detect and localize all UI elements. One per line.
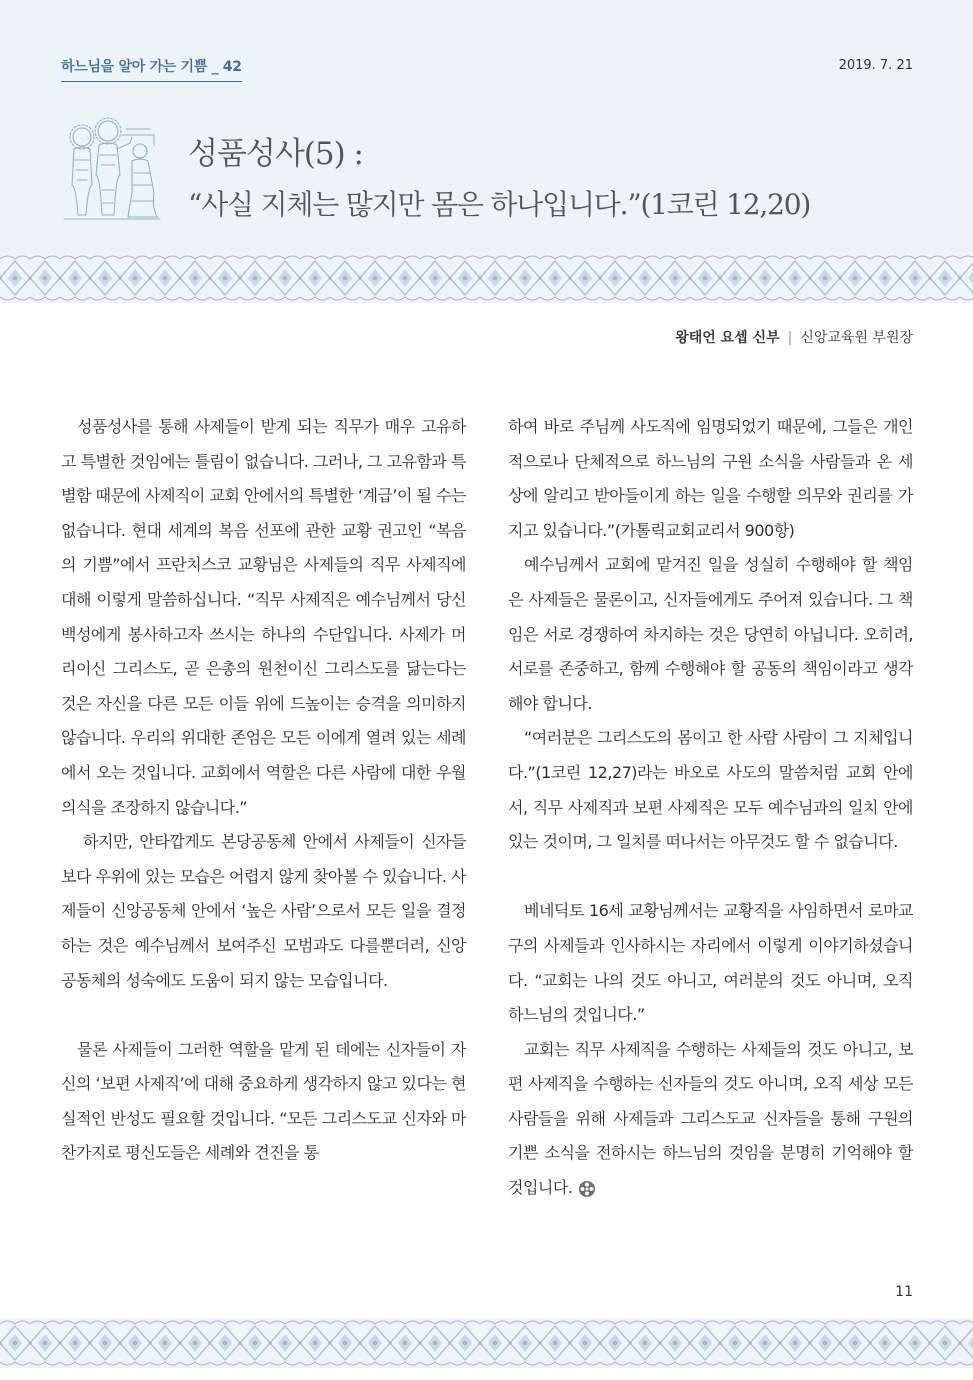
byline-separator: | [787, 330, 793, 346]
paragraph: 물론 사제들이 그러한 역할을 맡게 된 데에는 신자들이 자신의 ‘보편 사제직’에 대해 중요하게 생각하지 않고 있다는 현실적인 반성도 필요할 것입니다. “모든 그리스도교 신자와 마찬가지로 평신도들은 세례와 견진을 통 [61, 1039, 466, 1163]
paragraph: 하지만, 안타깝게도 본당공동체 안에서 사제들이 신자들보다 우위에 있는 모습은 어렵지 않게 찾아볼 수 있습니다. 사제들이 신앙공동체 안에서 ‘높은 사람’으로서 모든 일을 결정하는 것은 예수님께서 보여주신 모범과도 다를뿐더러, 신앙공동체의 성숙에도 도움이 되지 않는 모습입니다. [61, 832, 466, 990]
author-name: 왕태언 요셉 신부 [675, 330, 780, 346]
ornamental-border-top [0, 253, 973, 303]
body-column-right [508, 410, 913, 1206]
author-role: 신앙교육원 부원장 [800, 330, 913, 346]
article-title-line1: 성품성사(5) : [188, 136, 363, 172]
series-label: 하느님을 알아 가는 기쁨 _ 42 [61, 56, 242, 82]
paragraph: 하여 바로 주님께 사도직에 임명되었기 때문에, 그들은 개인적으로나 단체적으로 하느님의 구원 소식을 사람들과 온 세상에 알리고 받아들이게 하는 일을 수행할 의무와 권리를 가지고 있습니다.”(가톨릭교회교리서 900항) [508, 417, 913, 540]
paragraph: 예수님께서 교회에 맡겨진 일을 성실히 수행해야 할 책임은 사제들은 물론이고, 신자들에게도 주어져 있습니다. 그 책임은 서로 경쟁하여 차지하는 것은 당연히 아닙니다. 오히려, 서로를 존중하고, 함께 수행해야 할 공동의 책임이라고 생각해야 합니다. [508, 555, 913, 713]
end-mark-icon [578, 1180, 596, 1198]
paragraph: “여러분은 그리스도의 몸이고 한 사람 사람이 그 지체입니다.”(1코린 12,27)라는 바오로 사도의 말씀처럼 교회 안에서, 직무 사제직과 보편 사제직은 모두 예수님과의 일치 안에 있는 것이며, 그 일치를 떠나서는 아무것도 할 수 없습니다. [508, 728, 913, 852]
paragraph-text: 교회는 직무 사제직을 수행하는 사제들의 것도 아니고, 보편 사제직을 수행하는 신자들의 것도 아니며, 오직 세상 모든 사람들을 위해 사제들과 그리스도교 신자들을 통해 구원의 기쁜 소식을 전하시는 하느님의 것임을 분명히 기억해야 할 것입니다. [508, 1039, 913, 1198]
paragraph: 베네딕토 16세 교황님께서는 교황직을 사임하면서 로마교구의 사제들과 인사하시는 자리에서 이렇게 이야기하셨습니다. “교회는 나의 것도 아니고, 여러분의 것도 아니며, 오직 하느님의 것입니다.” [508, 901, 913, 1025]
author-byline [675, 327, 913, 347]
page-number: 11 [895, 1284, 913, 1300]
issue-date: 2019. 7. 21 [838, 58, 913, 73]
body-column-left [61, 410, 466, 1171]
article-title-line2: “사실 지체는 많지만 몸은 하나입니다.”(1코린 12,20) [188, 188, 811, 221]
ornamental-border-bottom [0, 1318, 973, 1368]
saints-figures-illustration [62, 115, 162, 227]
paragraph [508, 1033, 913, 1206]
paragraph: 성품성사를 통해 사제들이 받게 되는 직무가 매우 고유하고 특별한 것임에는 틀림이 없습니다. 그러나, 그 고유함과 특별함 때문에 사제직이 교회 안에서의 특별한 ‘계급’이 될 수는 없습니다. 현대 세계의 복음 선포에 관한 교황 권고인 “복음의 기쁨”에서 프란치스코 교황님은 사제들의 직무 사제직에 대해 이렇게 말씀하십니다. “직무 사제직은 예수님께서 당신 백성에게 봉사하고자 쓰시는 하나의 수단입니다. 사제가 머리이신 그리스도, 곧 은총의 원천이신 그리스도를 닮는다는 것은 자신을 다른 모든 이들 위에 드높이는 승격을 의미하지 않습니다. 우리의 위대한 존엄은 모든 이에게 열려 있는 세례에서 오는 것입니다. 교회에서 역할은 다른 사람에 대한 우월 의식을 조장하지 않습니다.” [61, 417, 466, 817]
